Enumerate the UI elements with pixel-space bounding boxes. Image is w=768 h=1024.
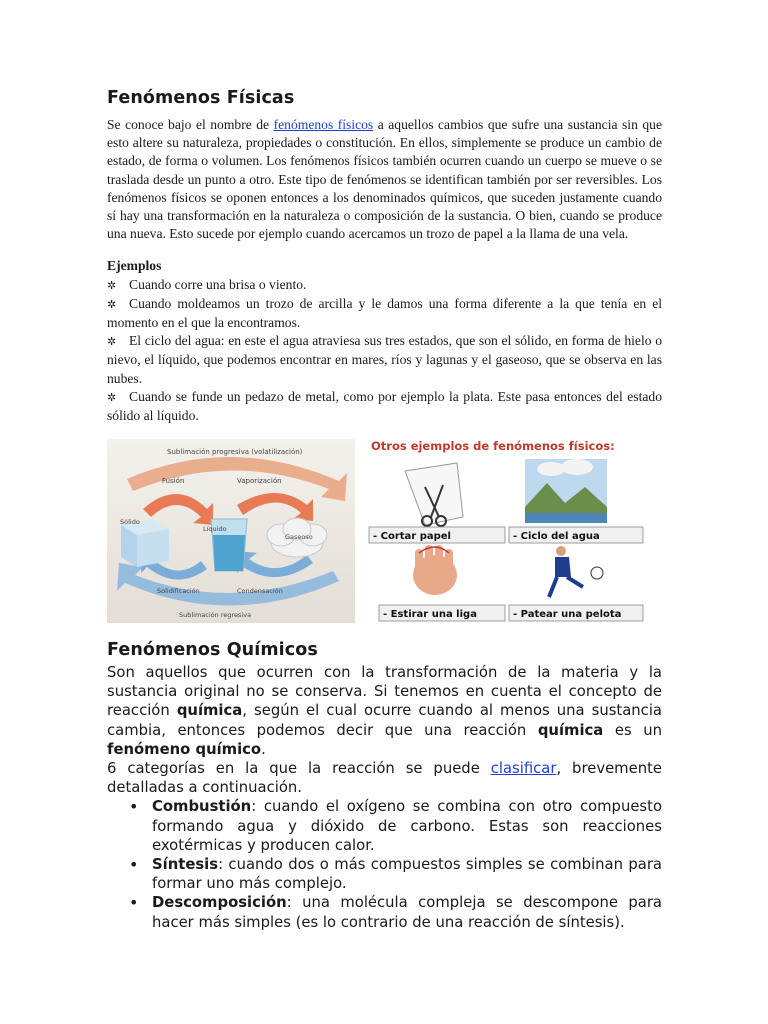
soccer-player-icon <box>549 546 603 597</box>
label-sublimacion-regresiva: Sublimación regresiva <box>179 611 252 619</box>
intro-text-post: a aquellos cambios que sufre una sustancia sin que esto altere su naturaleza, propiedades o constitución. En ellos, simplemente se produce un cambio de estado, de forma o volumen. Los fenómenos físicos también ocurren cuando un cuerpo se mueve o se traslada desde un punto a otro. Este tipo de fenómenos se identifican también por ser reversibles. Los fenómenos físicos se oponen entonces a los denominados químicos, que suceden justamente cuando sí hay una transformación en la naturaleza o composición de la sustancia. O bien, cuando se produce una nueva. Esto sucede por ejemplo cuando acercamos un trozo de papel a la llama de una vela. <box>107 117 662 242</box>
paragraph-quimicos-1: Son aquellos que ocurren con la transformación de la materia y la sustancia original no se conserva. Si tenemos en cuenta el concepto de reacción química, según el cual ocurre cuando al menos una sustancia cambia, entonces podemos decir que una reacción química es un fenómeno químico. <box>107 664 662 758</box>
water-cycle-icon <box>525 459 607 523</box>
label-sublimacion-progresiva: Sublimación progresiva (volatilización) <box>167 448 303 456</box>
hand-rubber-band-icon <box>413 545 457 595</box>
link-fenomenos-fisicos[interactable]: fenómenos físicos <box>273 117 374 132</box>
section-quimicos <box>107 640 662 932</box>
label-gaseoso: Gaseoso <box>285 533 313 541</box>
list-item: • Síntesis: cuando dos o más compuestos simples se combinan para formar uno más complejo. <box>107 855 662 893</box>
list-item: ✲ Cuando moldeamos un trozo de arcilla y le damos una forma diferente a la que tenía en el momento en el que la encontramos. <box>107 295 662 331</box>
intro-text-pre: Se conoce bajo el nombre de <box>107 117 270 132</box>
label-solido: Sólido <box>120 518 140 526</box>
arrow-vaporizacion <box>237 493 313 521</box>
state-change-diagram <box>107 439 355 623</box>
list-item: • Combustión: cuando el oxígeno se combina con otro compuesto formando agua y dióxido de carbono. Estas son reacciones exotérmicas y producen calor. <box>107 797 662 855</box>
link-clasificar[interactable]: clasificar <box>490 760 557 778</box>
other-examples-svg <box>365 437 647 625</box>
scissors-icon <box>405 463 463 526</box>
label-condensacion: Condensación <box>237 587 283 595</box>
heading-quimicos: Fenómenos Químicos <box>107 640 318 660</box>
label-cortar-papel: - Cortar papel <box>373 531 451 542</box>
label-solidificacion: Solidificación <box>157 587 200 595</box>
label-patear-pelota: - Patear una pelota <box>513 609 622 620</box>
label-estirar-liga: - Estirar una liga <box>383 609 477 620</box>
star-bullet-icon: ✲ <box>107 298 117 311</box>
star-bullet-icon: ✲ <box>107 279 117 292</box>
examples-title: Ejemplos <box>107 258 162 274</box>
label-vaporizacion: Vaporización <box>237 477 282 485</box>
star-bullet-icon: ✲ <box>107 336 117 349</box>
section-fisicos <box>107 88 662 425</box>
list-item: ✲ El ciclo del agua: en este el agua atraviesa sus tres estados, que son el sólido, en forma de hielo o nievo, el líquido, que podemos encontrar en mares, ríos y lagunas y el gaseoso, que se observa en las nubes. <box>107 333 662 386</box>
label-fusion: Fusión <box>162 477 185 485</box>
paragraph-fisicos-intro <box>107 116 662 243</box>
label-ciclo-agua: - Ciclo del agua <box>513 531 600 542</box>
paragraph-quimicos-2: 6 categorías en la que la reacción se puede clasificar, brevemente detalladas a continuación. <box>107 760 662 797</box>
list-item: ✲ Cuando corre una brisa o viento. <box>107 276 662 295</box>
other-examples-panel <box>365 437 647 625</box>
reaction-types-list <box>107 797 662 931</box>
ice-cube-icon <box>121 519 169 567</box>
other-examples-title: Otros ejemplos de fenómenos físicos: <box>371 439 615 453</box>
label-liquido: Líquido <box>203 525 227 533</box>
star-bullet-icon: ✲ <box>107 391 117 404</box>
state-change-svg <box>107 439 355 623</box>
heading-fisicos: Fenómenos Físicas <box>107 88 295 108</box>
examples-list <box>107 276 662 426</box>
figures-row <box>107 437 647 625</box>
list-item: ✲ Cuando se funde un pedazo de metal, como por ejemplo la plata. Este pasa entonces del estado sólido al líquido. <box>107 388 662 424</box>
list-item: • Descomposición: una molécula compleja se descompone para hacer más simples (es lo contrario de una reacción de síntesis). <box>107 893 662 931</box>
